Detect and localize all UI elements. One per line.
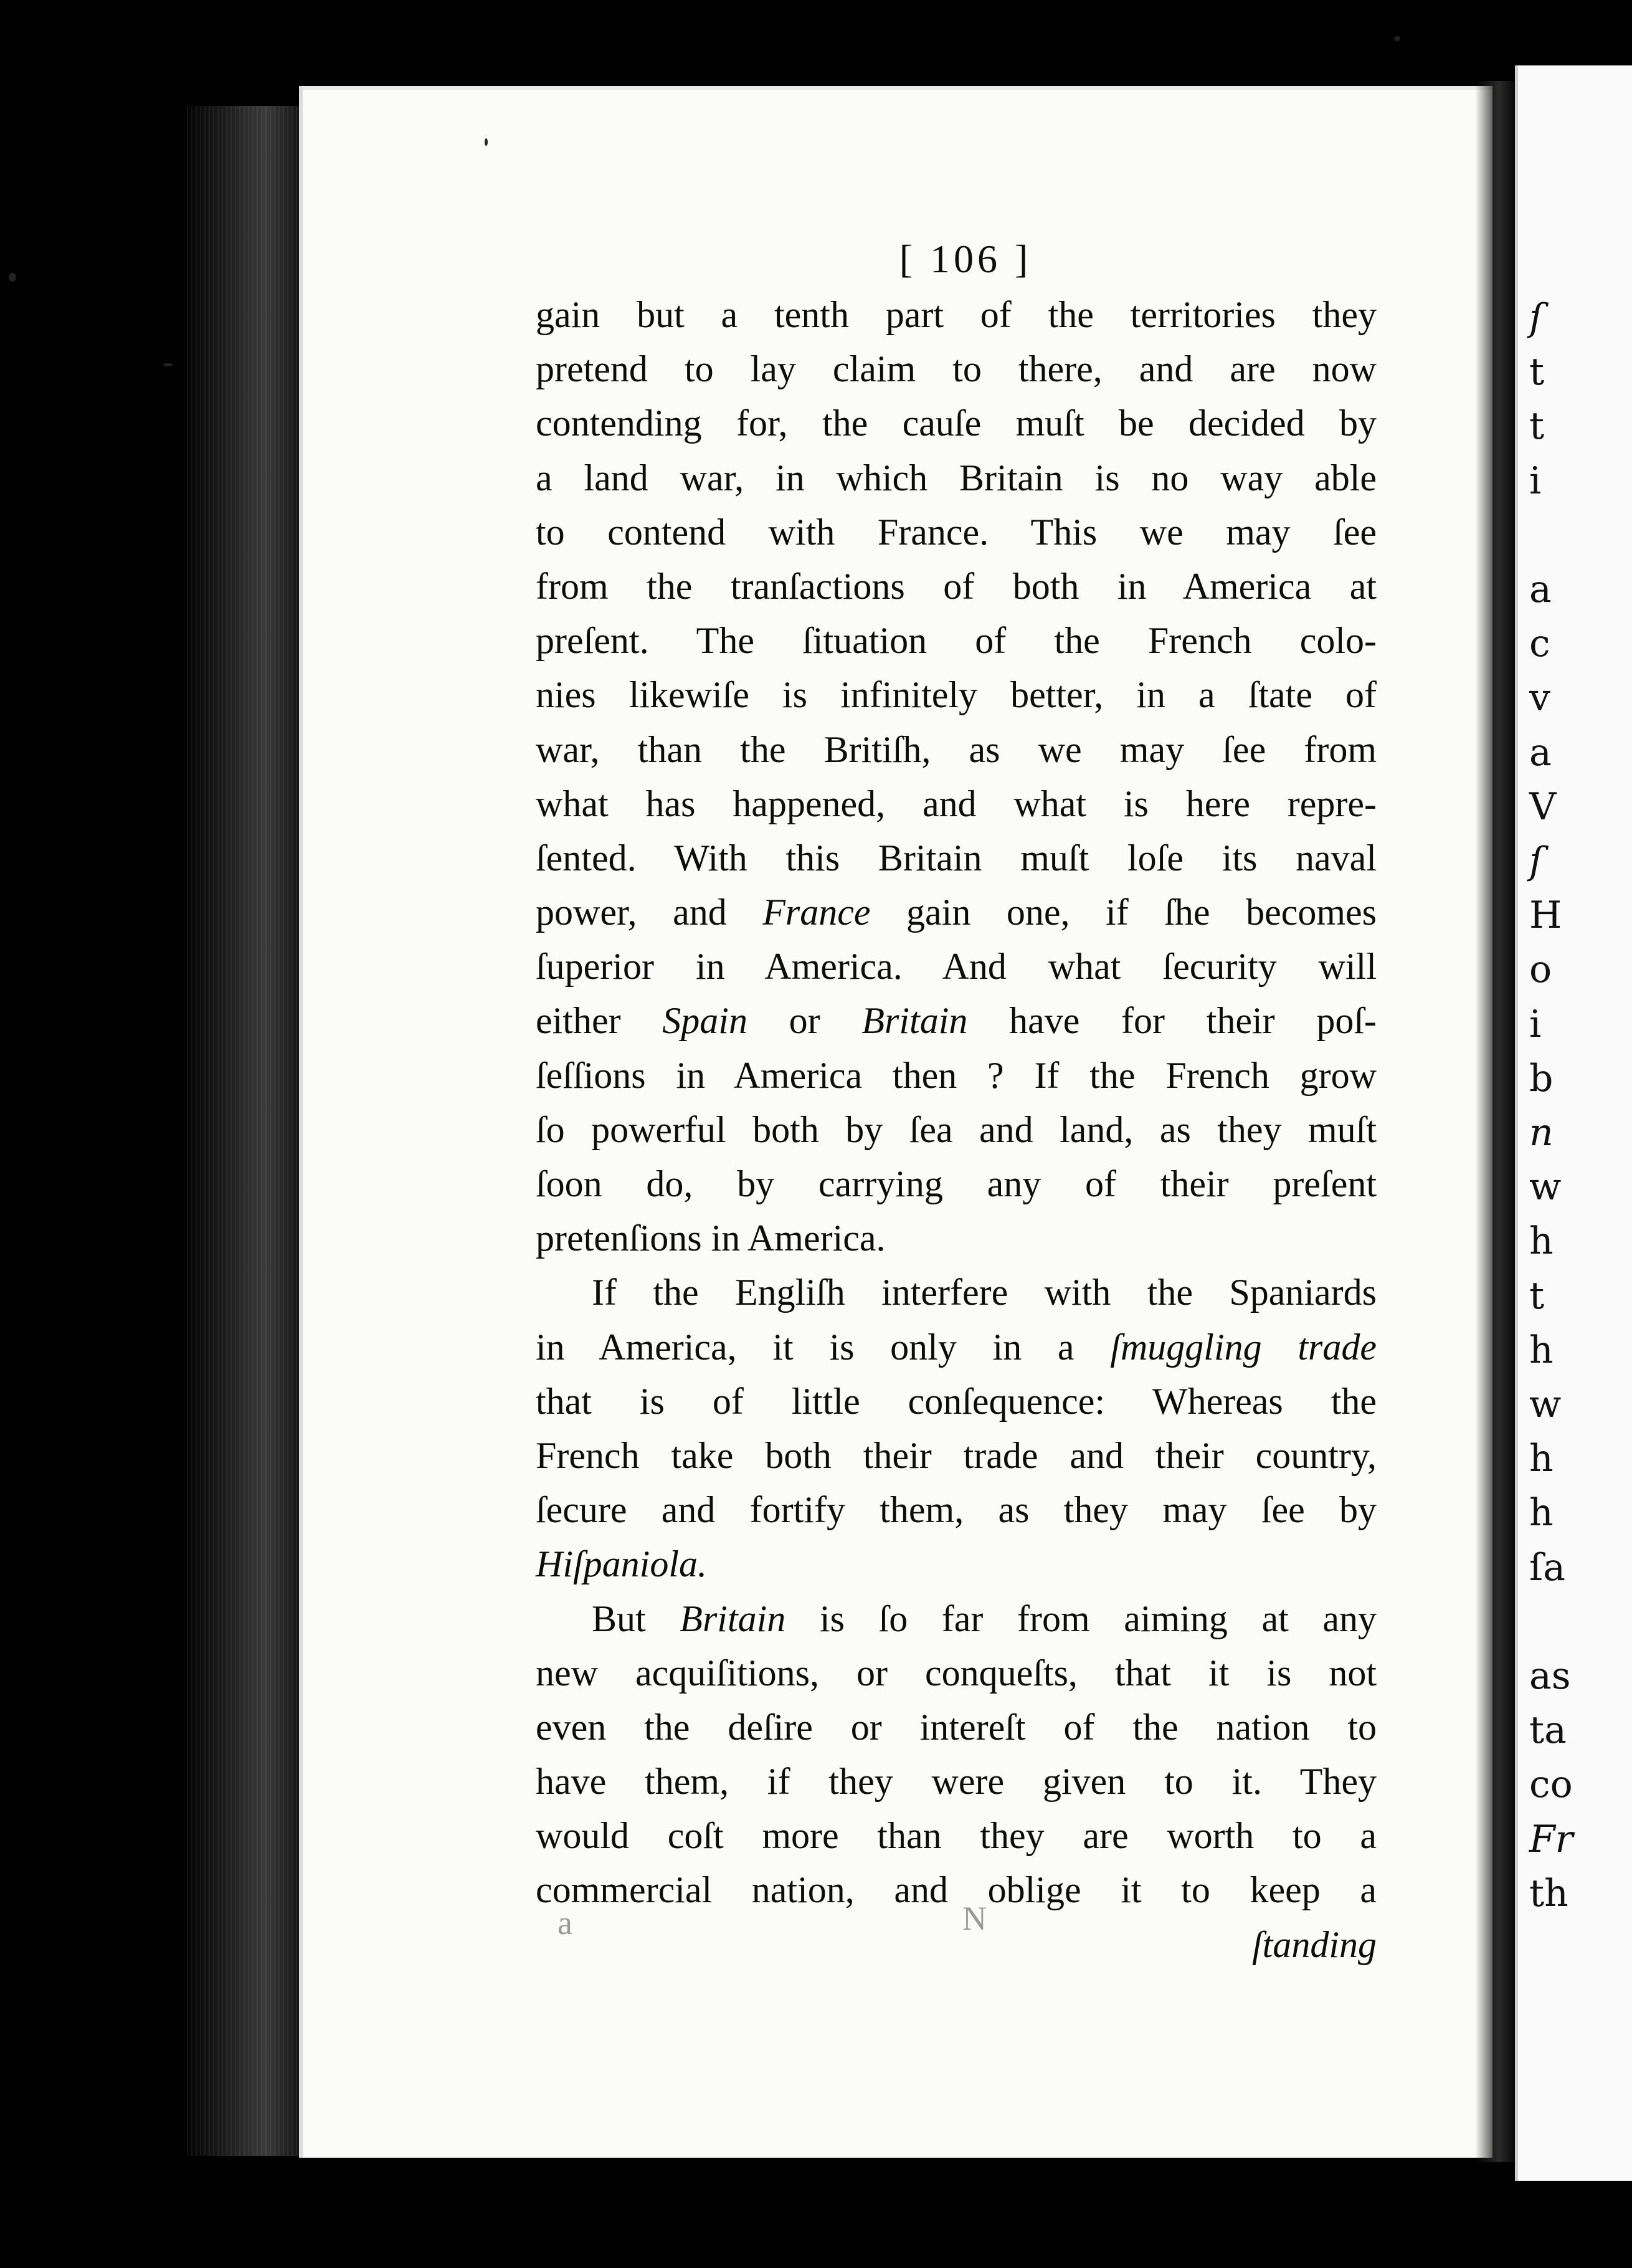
facing-fragment: c (1529, 622, 1550, 666)
text-line (536, 1103, 1377, 1157)
text-run: commercial nation, and oblige it to keep a (536, 1869, 1377, 1911)
text-line (536, 505, 1377, 560)
text-run: to contend with France. This we may ſee (536, 511, 1377, 553)
text-line (536, 1755, 1377, 1809)
text-run: in America, it is only in a (536, 1326, 1111, 1368)
text-line (536, 288, 1377, 342)
italic-run: Hiſpaniola. (536, 1543, 708, 1585)
signature-mark-n: N (962, 1900, 987, 1937)
facing-fragment: t (1529, 1274, 1545, 1318)
body-text (536, 288, 1377, 1918)
text-run: new acquiſitions, or conqueſts, that it is not (536, 1652, 1377, 1694)
text-run: contending for, the cauſe muſt be decided by (536, 403, 1377, 444)
text-run: even the deſire or intereſt of the nation to (536, 1706, 1377, 1748)
page-number: [ 106 ] (899, 237, 1032, 281)
text-run: ſuperior in America. And what ſecurity will (536, 946, 1377, 988)
facing-fragment: n (1529, 1111, 1554, 1155)
text-run: ſented. With this Britain muſt loſe its naval (536, 837, 1377, 879)
facing-fragment: a (1529, 568, 1552, 611)
facing-fragment: V (1529, 784, 1557, 829)
text-line (536, 1320, 1377, 1375)
text-line (536, 1049, 1377, 1103)
text-line (536, 451, 1377, 505)
text-run: would coſt more than they are worth to a (536, 1815, 1377, 1857)
text-line (536, 885, 1377, 940)
text-line (536, 723, 1377, 777)
text-run: a land war, in which Britain is no way able (536, 457, 1377, 498)
italic-run: Britain (861, 1000, 968, 1042)
text-line (536, 940, 1377, 994)
text-line (536, 994, 1377, 1048)
facing-fragment: i (1529, 459, 1542, 503)
text-run: If the Engliſh interfere with the Spaniards (592, 1272, 1377, 1313)
text-run: either (536, 1000, 663, 1042)
facing-fragment: v (1529, 676, 1550, 720)
facing-fragment: as (1529, 1654, 1571, 1698)
text-run: gain but a tenth part of the territories they (536, 294, 1377, 335)
text-line (536, 1646, 1377, 1700)
scan-speck (485, 138, 488, 146)
scan-speck (9, 273, 16, 282)
text-line (536, 1429, 1377, 1483)
facing-fragment: co (1529, 1763, 1573, 1807)
facing-fragment: h (1529, 1437, 1554, 1481)
gutter-shadow (1475, 81, 1519, 2162)
text-run: nies likewiſe is infinitely better, in a ſtate of (536, 674, 1377, 716)
text-line (536, 1592, 1377, 1646)
text-run: war, than the Britiſh, as we may ſee from (536, 728, 1377, 770)
signature-mark: a (557, 1904, 572, 1942)
facing-fragment: t (1529, 350, 1545, 394)
text-run: from the tranſactions of both in America at (536, 565, 1377, 607)
text-run: pretend to lay claim to there, and are now (536, 348, 1377, 390)
facing-fragment: h (1529, 1219, 1554, 1264)
italic-run: France (762, 892, 871, 933)
text-line (536, 342, 1377, 396)
text-line (536, 560, 1377, 614)
text-run: have for their poſ- (967, 1000, 1377, 1042)
facing-fragment: ſa (1529, 1545, 1565, 1589)
text-run: ſo powerful both by ſea and land, as they muſt (536, 1108, 1377, 1150)
text-line (536, 396, 1377, 450)
text-run: have them, if they were given to it. They (536, 1761, 1377, 1803)
facing-fragment: Fr (1529, 1817, 1573, 1861)
text-line (536, 1375, 1377, 1429)
page-text (536, 231, 1377, 1972)
text-line (536, 668, 1377, 722)
facing-fragment: H (1529, 893, 1562, 938)
text-line (536, 1211, 1377, 1265)
facing-fragment: w (1529, 1165, 1562, 1209)
text-line (536, 614, 1377, 668)
text-line (536, 1809, 1377, 1863)
facing-page (1515, 65, 1632, 2181)
italic-run: ſmuggling trade (1110, 1326, 1377, 1368)
text-run: is ſo far from aiming at any (785, 1598, 1377, 1639)
scan-speck (163, 363, 173, 366)
text-run: But (592, 1598, 680, 1639)
facing-fragment: o (1529, 948, 1552, 992)
facing-fragment: b (1529, 1056, 1554, 1100)
text-run: preſent. The ſituation of the French colo- (536, 620, 1377, 662)
text-line (536, 777, 1377, 831)
facing-fragment: a (1529, 730, 1552, 774)
text-run: ſoon do, by carrying any of their preſent (536, 1163, 1377, 1204)
text-line (536, 1537, 1377, 1591)
facing-fragment: ſ (1529, 839, 1544, 883)
text-run: French take both their trade and their country, (536, 1434, 1377, 1476)
facing-fragment: h (1529, 1328, 1554, 1372)
scan-speck (1394, 36, 1400, 41)
italic-run: Spain (662, 1000, 747, 1042)
facing-fragment: i (1529, 1002, 1542, 1046)
facing-fragment: ta (1529, 1708, 1567, 1753)
facing-fragment: t (1529, 404, 1545, 449)
text-line (536, 1863, 1377, 1917)
facing-fragment: ſ (1529, 296, 1544, 340)
catchword: ſtanding (1251, 1923, 1377, 1965)
text-run: gain one, if ſhe becomes (870, 892, 1377, 933)
facing-fragment: th (1529, 1871, 1568, 1915)
text-run: power, and (536, 892, 763, 933)
text-run: what has happened, and what is here repre- (536, 783, 1377, 824)
text-run: pretenſions in America. (536, 1217, 886, 1259)
facing-fragment: w (1529, 1383, 1562, 1426)
facing-fragment: h (1529, 1491, 1554, 1535)
text-line (536, 1483, 1377, 1537)
text-run: or (747, 1000, 862, 1042)
text-line (536, 1700, 1377, 1755)
text-line (536, 1265, 1377, 1320)
text-line (536, 1157, 1377, 1211)
text-run: ſeſſions in America then ? If the French grow (536, 1054, 1377, 1096)
text-line (536, 831, 1377, 885)
italic-run: Britain (680, 1598, 786, 1639)
text-run: ſecure and fortify them, as they may ſee by (536, 1489, 1377, 1531)
text-run: that is of little conſequence: Whereas the (536, 1380, 1377, 1422)
